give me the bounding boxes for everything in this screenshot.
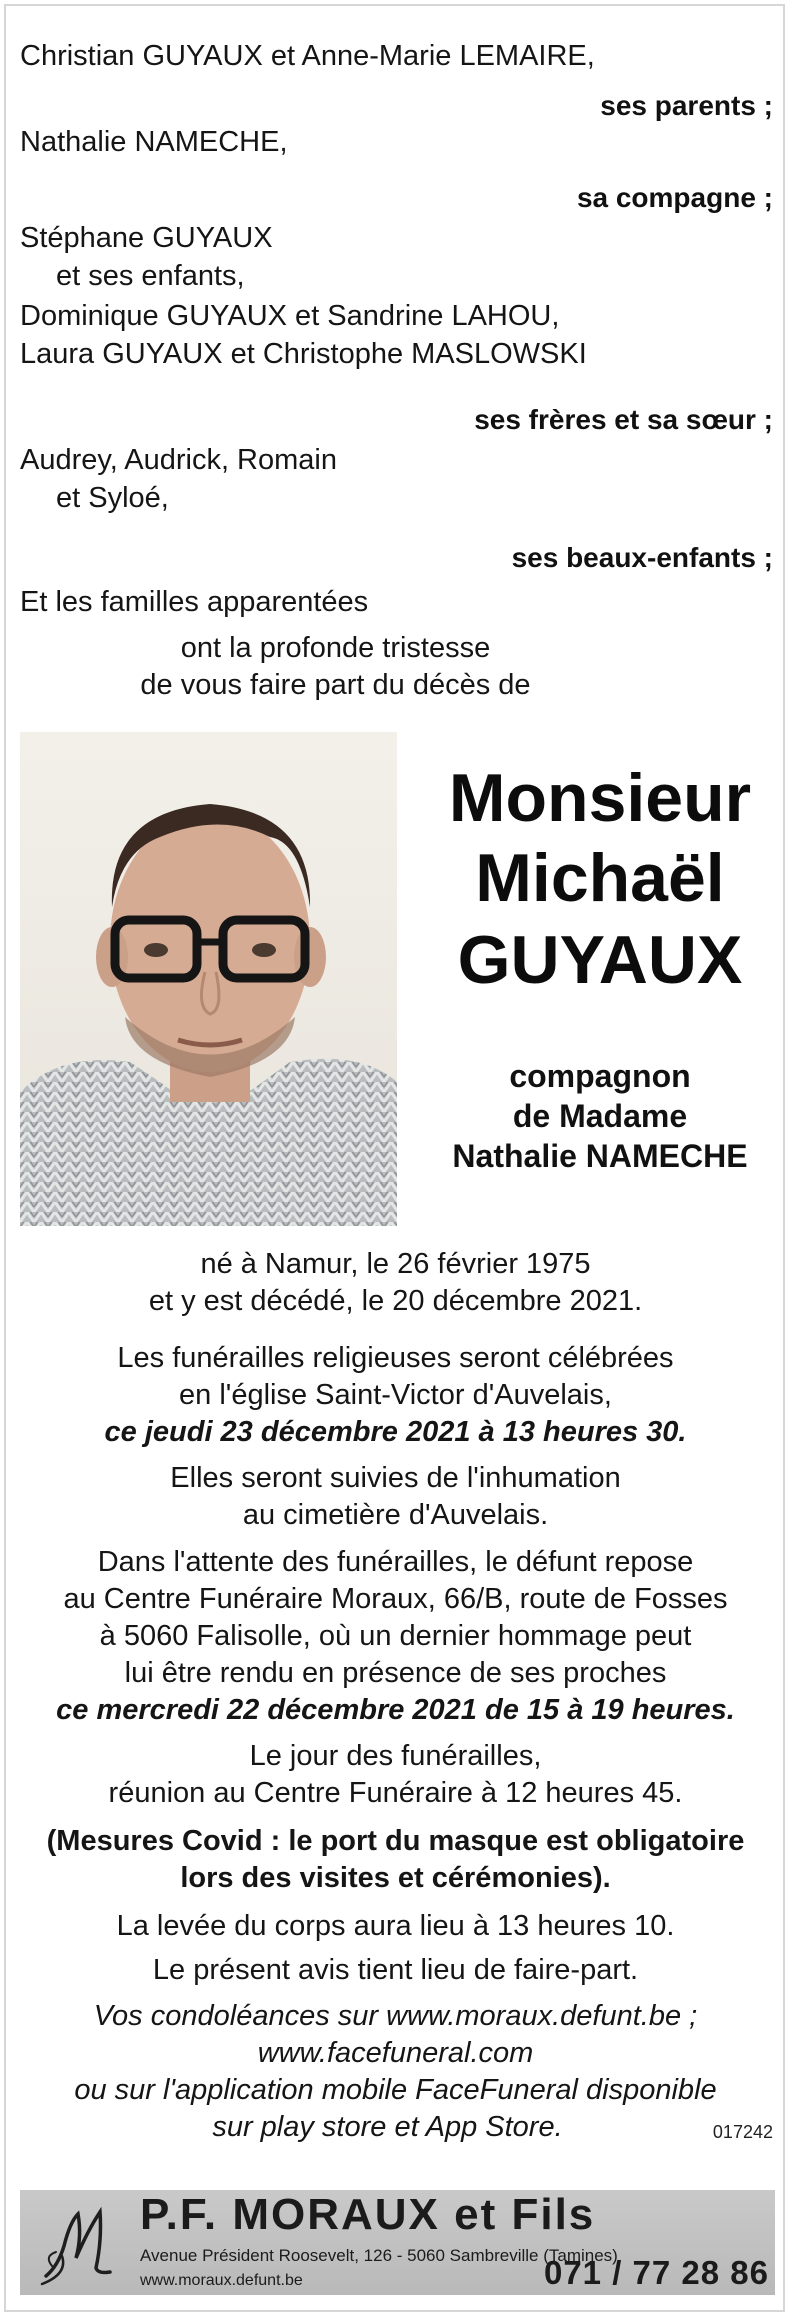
funeral-home-banner bbox=[20, 2190, 775, 2295]
funeral-day-line: Le jour des funérailles, bbox=[249, 1740, 542, 1772]
stepchildren-names: Audrey, Audrick, Romain bbox=[20, 444, 337, 476]
funeral-date: ce jeudi 23 décembre 2021 à 13 heures 30. bbox=[104, 1416, 687, 1448]
sibling-name: Stéphane GUYAUX bbox=[20, 222, 273, 254]
condolences-link[interactable]: www.facefuneral.com bbox=[257, 2037, 534, 2069]
parents-names: Christian GUYAUX et Anne-Marie LEMAIRE, bbox=[20, 40, 595, 72]
sibling-children: et ses enfants, bbox=[56, 260, 245, 292]
funeral-home-address: Avenue Président Roosevelt, 126 - 5060 Sambreville (Tamines) bbox=[140, 2246, 618, 2265]
rest-line: Dans l'attente des funérailles, le défunt repose bbox=[97, 1546, 694, 1578]
burial-line: Elles seront suivies de l'inhumation bbox=[170, 1462, 621, 1494]
deceased-portrait-photo bbox=[20, 732, 397, 1226]
visitation-date: ce mercredi 22 décembre 2021 de 15 à 19 heures. bbox=[56, 1694, 735, 1726]
funeral-home-name: P.F. MORAUX et Fils bbox=[140, 2190, 596, 2239]
birth-line: né à Namur, le 26 février 1975 bbox=[200, 1248, 591, 1280]
stepchildren-names: et Syloé, bbox=[56, 482, 169, 514]
sibling-name: Dominique GUYAUX et Sandrine LAHOU, bbox=[20, 300, 560, 332]
deceased-title: Monsieur bbox=[448, 760, 752, 836]
families-line: Et les familles apparentées bbox=[20, 586, 369, 618]
funeral-home-website[interactable]: www.moraux.defunt.be bbox=[140, 2272, 303, 2289]
levee-line: La levée du corps aura lieu à 13 heures 10. bbox=[116, 1910, 675, 1942]
reference-number: 017242 bbox=[712, 2122, 773, 2142]
companion-line: compagnon bbox=[509, 1058, 691, 1094]
deceased-first-name: Michaël bbox=[475, 840, 725, 916]
portrait-illustration bbox=[20, 732, 397, 1226]
announcement-line: de vous faire part du décès de bbox=[140, 669, 531, 701]
notice-line: Le présent avis tient lieu de faire-part. bbox=[152, 1954, 639, 1986]
condolences-line: sur play store et App Store. bbox=[212, 2111, 563, 2143]
parents-relation: ses parents ; bbox=[600, 90, 773, 121]
deceased-last-name: GUYAUX bbox=[457, 922, 743, 998]
partner-name: Nathalie NAMECHE, bbox=[20, 126, 288, 158]
siblings-relation: ses frères et sa sœur ; bbox=[474, 404, 773, 435]
condolences-line: ou sur l'application mobile FaceFuneral disponible bbox=[74, 2074, 717, 2106]
funeral-day-line: réunion au Centre Funéraire à 12 heures 45. bbox=[108, 1777, 683, 1809]
rest-line: à 5060 Falisolle, où un dernier hommage peut bbox=[99, 1620, 692, 1652]
moraux-logo-icon bbox=[38, 2196, 134, 2292]
death-line: et y est décédé, le 20 décembre 2021. bbox=[148, 1285, 643, 1317]
rest-line: lui être rendu en présence de ses proches bbox=[124, 1657, 667, 1689]
sibling-name: Laura GUYAUX et Christophe MASLOWSKI bbox=[20, 338, 587, 370]
announcement-line: ont la profonde tristesse bbox=[180, 632, 491, 664]
funeral-line: en l'église Saint-Victor d'Auvelais, bbox=[179, 1379, 612, 1411]
funeral-line: Les funérailles religieuses seront célébrées bbox=[117, 1342, 674, 1374]
covid-notice: lors des visites et cérémonies). bbox=[180, 1862, 611, 1894]
burial-line: au cimetière d'Auvelais. bbox=[242, 1499, 549, 1531]
covid-notice: (Mesures Covid : le port du masque est obligatoire bbox=[46, 1825, 745, 1857]
companion-line: de Madame bbox=[512, 1098, 688, 1134]
condolences-line: Vos condoléances sur www.moraux.defunt.be ; bbox=[93, 2000, 698, 2032]
funeral-home-phone[interactable]: 071 / 77 28 86 bbox=[543, 2254, 769, 2291]
stepchildren-relation: ses beaux-enfants ; bbox=[511, 542, 773, 573]
partner-relation: sa compagne ; bbox=[576, 182, 773, 213]
rest-line: au Centre Funéraire Moraux, 66/B, route de Fosses bbox=[63, 1583, 728, 1615]
companion-line: Nathalie NAMECHE bbox=[452, 1138, 748, 1174]
